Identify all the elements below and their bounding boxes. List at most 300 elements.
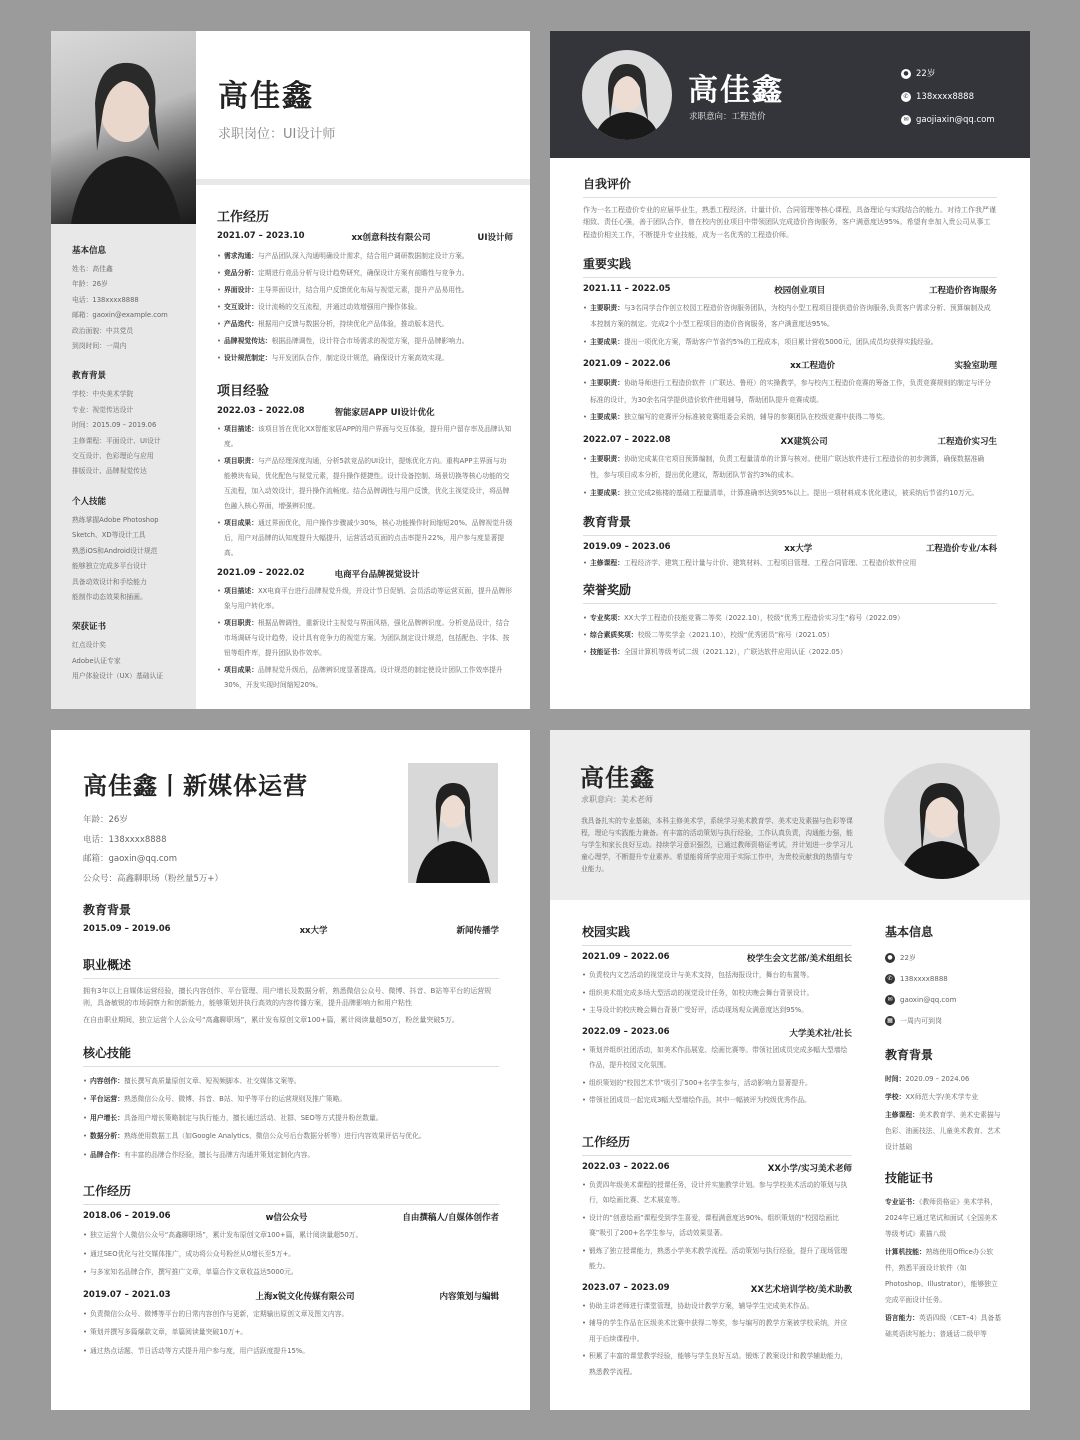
bullet-item xyxy=(83,1246,499,1264)
bullet-item xyxy=(583,375,997,408)
bullet-text xyxy=(90,1147,314,1165)
section-title-education: 教育背景 xyxy=(583,515,632,530)
bullet-dot: • xyxy=(583,454,588,463)
bullet-text: 组织美术组完成多场大型活动的视觉设计任务，如校庆晚会舞台背景设计。 xyxy=(589,988,814,997)
bullet-dot: • xyxy=(217,519,222,527)
job-date: 2019.07 – 2021.03 xyxy=(83,1289,171,1300)
bullet-key: 项目职责： xyxy=(224,457,258,465)
bullet-item xyxy=(217,584,513,614)
sidebar-section xyxy=(72,495,196,605)
bullet-dot: • xyxy=(583,379,588,388)
kv-value: 英语四级（CET–4）具备基础英语读写能力；普通话二级甲等 xyxy=(885,1314,1002,1338)
sidebar-item: 专业：视觉传达设计 xyxy=(72,405,134,414)
bullet-item xyxy=(582,1003,852,1019)
section-title-campus: 校园实践 xyxy=(582,925,631,939)
bullet-dot: • xyxy=(217,425,222,433)
bullet-text xyxy=(224,616,513,661)
info-line: 年龄：26岁 xyxy=(83,815,128,825)
contact-email: ✉ gaojiaxin@qq.com xyxy=(901,109,995,132)
self-evaluation: 作为一名工程造价专业的应届毕业生，熟悉工程经济、计量计价、合同管理等核心课程，具备理论与实践结合的能力。对待工作我严谨细致、责任心强，善于团队合作，曾在校内创业项目中带领团队完成造价咨询服务，客户满意度达95%。希望有幸加入贵公司从事工程造价相关工作，不断提升专业技能，成为一名优秀的工程造价师。 xyxy=(583,206,996,239)
phone-icon: ✆ xyxy=(901,92,911,102)
jobs xyxy=(83,1211,499,1360)
info-line: 公众号：高鑫聊职场（粉丝量5万+） xyxy=(83,873,224,884)
bullet-dot: • xyxy=(582,971,587,979)
bullet-text xyxy=(224,516,513,561)
entry-date: 2022.03 – 2022.06 xyxy=(582,1161,670,1172)
right-column xyxy=(885,923,1003,1344)
bullet-dot: • xyxy=(582,1213,587,1222)
user-icon: ● xyxy=(885,953,895,963)
sidebar-item: 能够独立完成多平台设计 xyxy=(72,562,147,571)
bullet-item xyxy=(582,1076,852,1092)
bullet-key: 产品迭代： xyxy=(224,320,258,328)
bullet-item xyxy=(83,1343,499,1361)
practice-date: 2021.11 – 2022.05 xyxy=(583,283,671,294)
bullet-item xyxy=(582,968,852,984)
sidebar-item: 学校：中央美术学院 xyxy=(72,390,134,399)
bullet-text xyxy=(590,300,997,333)
job-role: 内容策划与编辑 xyxy=(439,1291,499,1302)
bullet-key: 需求沟通： xyxy=(224,252,258,260)
edu-courses: • 主修课程：工程经济学、建筑工程计量与计价、建筑材料、工程项目管理、工程合同管理、工程造价软件应用 xyxy=(583,559,917,568)
entry-date: 2023.07 – 2023.09 xyxy=(582,1282,670,1293)
job-row xyxy=(83,1211,499,1223)
bullet-value: 与开发团队合作，制定设计规范，确保设计方案高效实现。 xyxy=(271,354,449,362)
sidebar-section xyxy=(72,620,196,684)
kv-item xyxy=(885,1071,1003,1087)
bullet-item xyxy=(582,1043,852,1074)
bullet-item xyxy=(83,1147,499,1165)
basic-info xyxy=(83,811,499,889)
bullet-item xyxy=(582,1093,852,1109)
resume-ui-designer xyxy=(51,31,530,709)
bullet-item xyxy=(583,451,997,484)
bullet-text xyxy=(590,409,889,426)
bullet-value: 设计流畅的交互流程，并通过动效增强用户操作体验。 xyxy=(258,303,422,311)
bullet-item xyxy=(582,1244,852,1275)
section-title-summary: 职业概述 xyxy=(83,958,132,972)
bullet-key: 项目成果： xyxy=(224,666,258,674)
practice-role: 实验室助理 xyxy=(954,361,997,372)
bullet-dot: • xyxy=(83,1268,88,1277)
bullet-dot: • xyxy=(217,354,222,362)
bullet-value: 与产品经理深度沟通，分析5款竞品的UI设计，提炼优化方向。重构APP主界面与功能模块布局，优化配色与视觉元素，提升操作便捷性。设计设备控制、场景切换等核心功能的交互流程，加入动效设计，提升操作流畅度。结合品牌调性与用户反馈，优化主视觉设计，将品牌色融入核心界面，增强辨识度。 xyxy=(224,457,510,510)
bullet-key: 用户增长： xyxy=(90,1113,124,1122)
bullet-key: 主要成果： xyxy=(590,488,624,497)
kv-value: 《教师资格证》美术学科，2024年已通过笔试和面试《全国美术等级考试》素描八级 xyxy=(885,1198,998,1238)
bullet-key: 界面设计： xyxy=(224,286,258,294)
work-role: UI设计师 xyxy=(477,233,513,243)
bullet-text: 组织策划的“校园艺术节”吸引了500+名学生参与，活动影响力显著提升。 xyxy=(589,1078,812,1087)
bullet-text xyxy=(224,248,469,264)
bullet-dot: • xyxy=(583,337,588,346)
bullet-dot: • xyxy=(582,1006,587,1014)
summary-para-1: 拥有3年以上自媒体运营经验，擅长内容创作、平台管理、用户增长及数据分析，熟悉微信公众号、微博、抖音、B站等平台的运营规则，具备敏锐的市场洞察力和创新能力，能够策划并执行高效的内容传播方案，提升品牌影响力和用户粘性 xyxy=(83,987,492,1008)
bullet-item xyxy=(83,1227,499,1245)
kv-key: 计算机技能： xyxy=(885,1248,926,1256)
bullet-value: 通过界面优化，用户操作步骤减少30%，核心功能操作时间缩短20%。品牌视觉升级后，用户对品牌的认知度提升大幅提升，运营活动页面的点击率提升22%，用户参与度显著提高。 xyxy=(224,519,513,557)
bullet-dot: • xyxy=(582,1246,587,1255)
main-content xyxy=(217,206,513,695)
bullet-value: XX大学工程造价技能竞赛二等奖（2022.10），校级“优秀工程造价实习生”称号（2022.09） xyxy=(624,614,904,623)
bullet-item xyxy=(217,516,513,561)
bullet-text xyxy=(224,333,469,349)
bullet-dot: • xyxy=(582,1301,587,1310)
bullet-text xyxy=(224,663,513,693)
bullet-item xyxy=(83,1128,499,1146)
bullet-dot: • xyxy=(582,988,587,997)
resume-new-media xyxy=(51,730,530,1410)
section-title-honors: 荣誉奖励 xyxy=(583,583,632,598)
bullet-value: 擅长撰写高质量原创文章、短视频脚本、社交媒体文案等。 xyxy=(124,1076,301,1085)
project-name: 智能家居APP UI设计优化 xyxy=(334,408,435,418)
summary-para-2: 在自由职业期间，独立运营个人公众号“高鑫聊职场”，累计发布原创文章100+篇，累计阅读量超50万，粉丝量突破5万。 xyxy=(83,1015,459,1024)
section-title-work: 工作经历 xyxy=(582,1134,631,1149)
sidebar-title: 个人技能 xyxy=(72,496,107,507)
practice-org: 校园创业项目 xyxy=(774,285,826,296)
bullet-dot: • xyxy=(83,1076,88,1085)
edu-row: 2015.09 – 2019.06 xx大学 新闻传播学 xyxy=(83,924,499,936)
bullet-item xyxy=(217,248,513,264)
bullet-text: 积累了丰富的课堂教学经验，能够与学生良好互动。锻炼了教案设计和教学辅助能力，熟悉教学流程。 xyxy=(589,1352,848,1376)
bullet-key: 主要职责： xyxy=(590,454,624,463)
bullet-text xyxy=(224,422,513,452)
bullet-key: 主要成果： xyxy=(590,413,624,422)
name-title: 高佳鑫丨新媒体运营 xyxy=(83,772,308,800)
bullet-value: 品牌视觉升级后，品牌辨识度显著提高。设计规范的制定使设计团队工作效率提升30%，开发实现时间缩短20%。 xyxy=(224,666,503,689)
bullet-item xyxy=(83,1091,499,1109)
practice-row xyxy=(583,435,997,447)
bullet-item xyxy=(583,644,997,660)
bullet-dot: • xyxy=(582,1096,587,1104)
bullet-dot: • xyxy=(83,1095,88,1104)
info-line: 邮箱：gaoxin@qq.com xyxy=(83,854,177,864)
project-row xyxy=(217,568,513,580)
bullet-text xyxy=(590,334,938,351)
bullet-item xyxy=(583,409,997,426)
kv-value: 美术教育学、美术史素描与色彩、油画技法、儿童美术教育、艺术设计基础 xyxy=(885,1111,1001,1151)
sidebar-item: 年龄：26岁 xyxy=(72,280,108,289)
project-name: 电商平台品牌视觉设计 xyxy=(334,570,420,580)
bullet-item xyxy=(583,627,997,643)
bullet-item xyxy=(83,1073,499,1091)
contact-list xyxy=(901,63,995,132)
header-band xyxy=(550,730,1030,900)
bullet-text: 主导设计的校庆晚会舞台背景广受好评，活动现场观众满意度达到95%。 xyxy=(589,1006,809,1014)
bullet-dot: • xyxy=(217,337,222,345)
sidebar-title: 教育背景 xyxy=(72,371,107,382)
bullet-key: 交互设计： xyxy=(224,303,258,311)
entry-role: 校学生会文艺部/美术组组长 xyxy=(746,954,852,964)
kv-key: 语言能力： xyxy=(885,1314,919,1322)
bullet-value: 提出一项优化方案，帮助客户节省约5%的工程成本，项目累计营收5000元，团队成员均获得实践经验。 xyxy=(624,337,938,346)
bullet-dot: • xyxy=(217,269,222,277)
bullet-item xyxy=(217,299,513,315)
bullet-text xyxy=(224,316,448,332)
entry-row xyxy=(582,1283,852,1295)
bullet-dot: • xyxy=(217,619,222,627)
bullet-dot: • xyxy=(83,1113,88,1122)
bullet-dot: • xyxy=(582,1045,587,1054)
bullet-value: 熟练使用数据工具（如Google Analytics、微信公众号后台数据分析等）进行内容效果评估与优化。 xyxy=(124,1132,426,1141)
bullet-dot: • xyxy=(217,320,222,328)
bullet-value: 全国计算机等级考试二级（2021.12），广联达软件应用认证（2022.05） xyxy=(624,648,847,657)
bullet-item xyxy=(582,1316,852,1347)
entry-row xyxy=(582,1027,852,1039)
bullet-value: XX电商平台进行品牌视觉升级，并设计节日促销、会员活动等运营页面，提升品牌形象与用户转化率。 xyxy=(224,587,512,610)
sidebar-item: 红点设计奖 xyxy=(72,641,106,650)
bullet-item xyxy=(217,350,513,366)
bullet-dot: • xyxy=(83,1309,88,1318)
bullet-dot: • xyxy=(217,666,222,674)
bullet-text xyxy=(590,375,997,408)
work-items xyxy=(582,1162,852,1381)
bullet-value: 有丰富的品牌合作经验，擅长与品牌方沟通并策划定制化内容。 xyxy=(124,1150,315,1159)
work-bullets xyxy=(217,248,513,366)
bullet-text xyxy=(590,644,847,660)
bullet-item xyxy=(83,1324,499,1342)
bullet-key: 项目成果： xyxy=(224,519,258,527)
bullet-value: 校级二等奖学金（2021.10），校级“优秀团员”称号（2021.05） xyxy=(637,631,834,640)
bullet-key: 设计规范制定： xyxy=(224,354,272,362)
kv-value: XX师范大学/美术学专业 xyxy=(905,1093,979,1101)
bullet-dot: • xyxy=(583,488,588,497)
bullet-dot: • xyxy=(217,303,222,311)
kv-value: 2020.09 – 2024.06 xyxy=(905,1075,970,1083)
job-intent: 求职意向：工程造价 xyxy=(689,112,766,122)
bullet-item xyxy=(83,1306,499,1324)
sidebar-item: 电话：138xxxx8888 xyxy=(72,295,139,304)
bullet-text: 独立运营个人微信公众号“高鑫聊职场”，累计发布原创文章100+篇，累计阅读量超50万。 xyxy=(90,1231,363,1240)
bullet-dot: • xyxy=(582,1180,587,1189)
practice-date: 2021.09 – 2022.06 xyxy=(583,359,671,370)
sidebar-section xyxy=(72,244,196,354)
bullet-item xyxy=(583,485,997,502)
section-title-work: 工作经历 xyxy=(217,210,270,225)
bullet-text: 通过SEO优化与社交媒体推广，成功将公众号粉丝从0增长至5万+。 xyxy=(90,1249,296,1258)
sidebar-item: 邮箱：gaoxin@example.com xyxy=(72,311,168,320)
bullet-dot: • xyxy=(583,413,588,422)
bullet-key: 竞品分析： xyxy=(224,269,258,277)
section-title-education: 教育背景 xyxy=(885,1048,934,1062)
bullet-text xyxy=(224,454,513,514)
bullet-item xyxy=(83,1110,499,1128)
bullet-item xyxy=(83,1264,499,1282)
bullet-text xyxy=(90,1073,301,1091)
bullet-text: 策划并撰写多篇爆款文章，单篇阅读量突破10万+。 xyxy=(90,1328,248,1337)
section-title-skills: 核心技能 xyxy=(83,1045,132,1060)
main-content xyxy=(83,766,499,1361)
contact-phone: ✆ 138xxxx8888 xyxy=(901,86,995,109)
bullet-key: 品牌合作： xyxy=(90,1150,124,1159)
mail-icon: ✉ xyxy=(901,115,911,125)
bullet-key: 内容创作： xyxy=(90,1076,124,1085)
job-org: w信公众号 xyxy=(265,1213,308,1224)
section-title-education: 教育背景 xyxy=(83,903,132,917)
sidebar-item: 时间：2015.09 – 2019.06 xyxy=(72,421,157,430)
bullet-text: 与多家知名品牌合作，撰写推广文章，单篇合作文章收益达5000元。 xyxy=(90,1268,298,1277)
bullet-item xyxy=(217,663,513,693)
divider-band xyxy=(196,179,530,185)
bullet-value: 与产品团队深入沟通明确设计需求，结合用户调研数据制定设计方案。 xyxy=(258,252,469,260)
projects xyxy=(217,406,513,693)
practice-row xyxy=(583,284,997,296)
campus-items xyxy=(582,952,852,1109)
project-row xyxy=(217,406,513,418)
bullet-dot: • xyxy=(217,252,222,260)
job-intent: 求职意向：美术老师 xyxy=(581,795,653,804)
bullet-dot: • xyxy=(83,1132,88,1141)
profile-photo xyxy=(884,763,1000,879)
practices xyxy=(583,284,997,502)
info-line: 电话：138xxxx8888 xyxy=(83,834,167,845)
name: 高佳鑫 xyxy=(580,764,655,792)
bullet-text xyxy=(224,584,513,614)
bullet-dot: • xyxy=(217,587,222,595)
bullet-item xyxy=(217,616,513,661)
basic-list: ● 22岁 ✆ 138xxxx8888 ✉ gaoxin@qq.com ▦ 一周内可到岗 xyxy=(885,948,1003,1032)
bullet-key: 综合素质奖项： xyxy=(590,631,638,640)
practice-date: 2022.07 – 2022.08 xyxy=(583,434,671,445)
practice-role: 工程造价实习生 xyxy=(937,436,997,447)
bullet-key: 专业奖项： xyxy=(590,614,624,623)
kv-item xyxy=(885,1107,1003,1155)
resume-art-teacher xyxy=(550,730,1030,1410)
practice-org: XX建筑公司 xyxy=(780,436,828,447)
sidebar-item: 政治面貌：中共党员 xyxy=(72,326,134,335)
bullet-value: 根据品牌调性，重新设计主视觉与界面风格，强化品牌辨识度。分析竞品设计，结合市场调研与设计趋势，设计具有竞争力的视觉方案。为团队制定设计规范，包括配色、字体、按钮等组件库，提升团队协作效率。 xyxy=(224,619,510,657)
bullet-item xyxy=(582,986,852,1002)
bullet-item xyxy=(217,265,513,281)
bullet-key: 技能证书： xyxy=(590,648,624,657)
practice-row xyxy=(583,359,997,371)
bullet-value: 定期进行竞品分析与设计趋势研究，确保设计方案有前瞻性与竞争力。 xyxy=(258,269,469,277)
work-date: 2021.07 – 2023.10 xyxy=(217,231,305,241)
practice-role: 工程造价咨询服务 xyxy=(928,285,997,296)
job-org: 上海x锐文化传媒有限公司 xyxy=(255,1291,355,1302)
bullet-text xyxy=(224,265,469,281)
bullet-text: 锻炼了独立授课能力，熟悉小学美术教学流程。活动策划与执行经验，提升了现场管理能力。 xyxy=(589,1246,848,1270)
bullet-text xyxy=(90,1091,346,1109)
bullet-text xyxy=(90,1110,383,1128)
bullet-text: 策划并组织社团活动，如美术作品展览、绘画比赛等。带领社团成员完成多幅大型墙绘作品，提升校园文化氛围。 xyxy=(589,1045,848,1069)
sidebar-item: 交互设计、色彩理论与应用 xyxy=(72,452,154,461)
profile-photo xyxy=(51,31,196,224)
bullet-dot: • xyxy=(583,631,588,640)
bullet-item xyxy=(582,1349,852,1380)
job-date: 2018.06 – 2019.06 xyxy=(83,1211,171,1222)
bullet-value: 协助完成某住宅项目预算编制，负责工程量清单的计算与核对。使用广联达软件进行工程造价的初步测算，确保数据准确性，参与项目成本分析，提出优化建议，帮助团队节省约3%的成本。 xyxy=(590,454,985,480)
resume-cost-engineer xyxy=(550,31,1030,709)
entry-role: XX艺术培训学校/美术助教 xyxy=(750,1284,852,1295)
bullet-text xyxy=(590,485,978,502)
bullet-dot: • xyxy=(83,1150,88,1159)
bullet-text: 协助主讲老师进行课堂管理，协助设计教学方案，辅导学生完成美术作品。 xyxy=(589,1301,814,1310)
bullet-text: 通过热点话题、节日活动等方式提升用户参与度，用户活跃度提升15%。 xyxy=(90,1346,310,1355)
header xyxy=(196,31,530,179)
bullet-item xyxy=(583,334,997,351)
entry-date: 2021.09 – 2022.06 xyxy=(582,952,670,962)
sidebar-item: Sketch、XD等设计工具 xyxy=(72,531,146,540)
bullet-value: 根据品牌调性，设计符合市场需求的视觉方案，提升品牌影响力。 xyxy=(271,337,469,345)
edu-list xyxy=(885,1071,1003,1155)
bullet-value: 与3名同学合作创立校园工程造价咨询服务团队，为校内小型工程项目提供造价咨询服务,负责客户需求分析、预算编制及成本控制方案的制定。完成2个小型工程项目的造价咨询服务，客户满意度达95%。 xyxy=(590,303,991,329)
job-role: 自由撰稿人/自媒体创作者 xyxy=(402,1213,499,1224)
bullet-text xyxy=(224,282,469,298)
name: 高佳鑫 xyxy=(688,73,784,108)
bullet-key: 项目职责： xyxy=(224,619,258,627)
bullet-item xyxy=(582,1211,852,1242)
sidebar-item: 具备动效设计和手绘能力 xyxy=(72,577,147,586)
left-column xyxy=(582,923,852,1382)
sidebar-item: 用户体验设计（UX）基础认证 xyxy=(72,672,164,681)
dark-header xyxy=(550,31,1030,158)
bullet-value: 具备用户增长策略制定与执行能力，擅长通过活动、社群、SEO等方式提升粉丝数量。 xyxy=(124,1113,383,1122)
bullet-dot: • xyxy=(583,648,588,657)
kv-key: 专业证书： xyxy=(885,1198,919,1206)
sidebar-item: 熟悉iOS和Android设计规范 xyxy=(72,546,158,555)
bullet-dot: • xyxy=(583,614,588,623)
bullet-dot: • xyxy=(83,1346,88,1355)
honors xyxy=(583,610,997,660)
bullet-dot: • xyxy=(83,1231,88,1240)
bullet-item xyxy=(582,1299,852,1315)
kv-key: 时间： xyxy=(885,1075,906,1083)
kv-key: 主修课程： xyxy=(885,1111,919,1119)
bullet-key: 项目描述： xyxy=(224,587,258,595)
bullet-item xyxy=(217,422,513,452)
bullet-text: 设计的“创意绘画”课程受到学生喜爱，课程满意度达90%。组织策划的“校园绘画比赛”吸引了200+名学生参与，活动效果显著。 xyxy=(589,1213,839,1237)
bullet-dot: • xyxy=(582,1352,587,1360)
contact-age: ● 22岁 xyxy=(901,63,995,86)
sidebar-title: 基本信息 xyxy=(72,246,107,256)
section-title-basic: 基本信息 xyxy=(885,925,934,939)
work-row xyxy=(217,231,513,243)
section-title-practice: 重要实践 xyxy=(583,256,632,271)
section-title-work: 工作经历 xyxy=(83,1184,132,1199)
name: 高佳鑫 xyxy=(218,79,314,114)
kv-item xyxy=(885,1194,1003,1242)
project-date: 2022.03 – 2022.08 xyxy=(217,406,305,416)
cert-list xyxy=(885,1194,1003,1342)
kv-key: 学校： xyxy=(885,1093,906,1101)
calendar-icon: ▦ xyxy=(885,1016,895,1026)
sidebar-title: 荣获证书 xyxy=(72,622,107,633)
bullet-text xyxy=(224,299,421,315)
bullet-key: 主要职责： xyxy=(590,303,624,312)
bullet-item xyxy=(583,300,997,333)
bullet-text xyxy=(224,350,448,366)
section-title-projects: 项目经验 xyxy=(217,384,270,399)
job-row xyxy=(83,1290,499,1302)
bullet-dot: • xyxy=(217,286,222,294)
sidebar-section xyxy=(72,369,196,479)
sidebar-item: Adobe认证专家 xyxy=(72,656,121,665)
main-content xyxy=(583,175,997,661)
sidebar-item: 排版设计、品牌视觉传达 xyxy=(72,467,147,476)
bullet-text: 负责微信公众号、微博等平台的日常内容创作与更新，定期输出原创文章及图文内容。 xyxy=(90,1309,349,1318)
section-title-self: 自我评价 xyxy=(583,177,632,191)
bullet-value: 该项目旨在优化XX智能家居APP的用户界面与交互体验，提升用户留存率及品牌认知度。 xyxy=(224,425,512,448)
bullet-text: 带领社团成员一起完成3幅大型墙绘作品，其中一幅被评为校级优秀作品。 xyxy=(589,1096,811,1104)
entry-row xyxy=(582,1162,852,1174)
bullet-text xyxy=(590,610,904,626)
mail-icon: ✉ xyxy=(885,995,895,1005)
kv-item xyxy=(885,1089,1003,1105)
kv-item xyxy=(885,1244,1003,1308)
job-title: 求职岗位：UI设计师 xyxy=(218,127,336,142)
bullet-key: 主要成果： xyxy=(590,337,624,346)
